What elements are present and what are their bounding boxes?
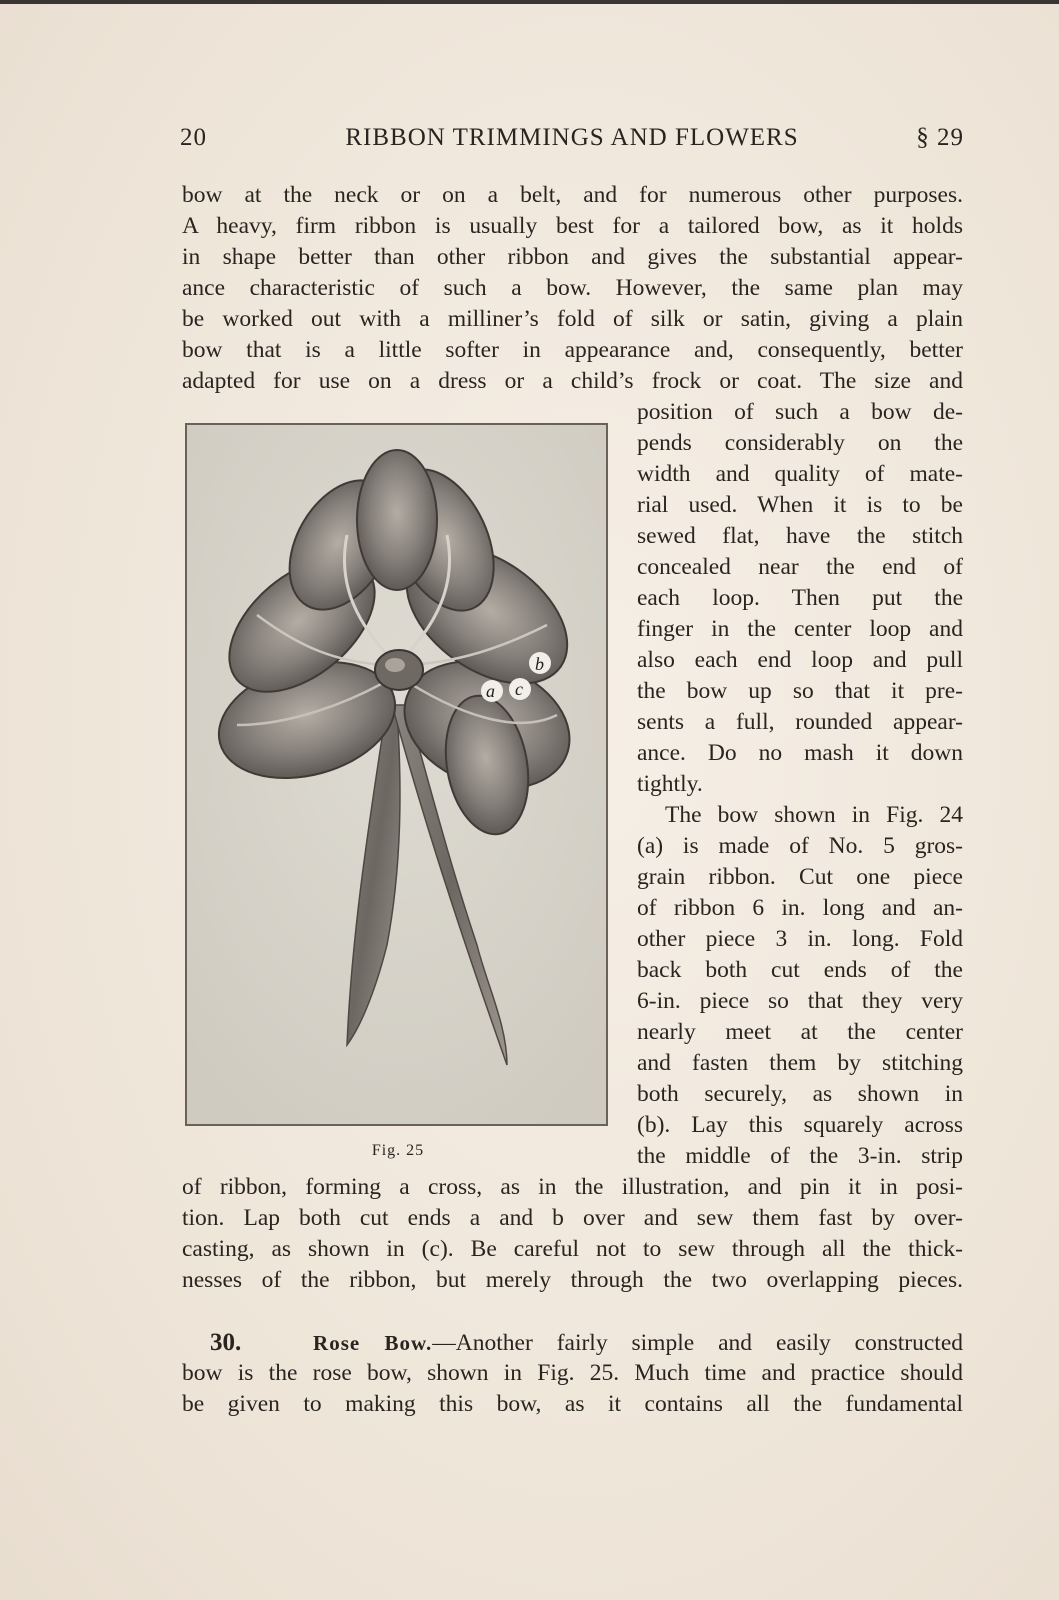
section-first-line-text: —Another fairly simple and easily constructed <box>432 1330 964 1356</box>
body-line: A heavy, firm ribbon is usually best for a tailored bow, as it holds <box>182 213 963 239</box>
column-line: 6-in. piece so that they very <box>637 988 963 1014</box>
column-line: nearly meet at the center <box>637 1019 963 1045</box>
column-line: back both cut ends of the <box>637 957 963 983</box>
rose-bow-illustration <box>185 423 608 1126</box>
column-line: other piece 3 in. long. Fold <box>637 926 963 952</box>
body-line: be worked out with a milliner’s fold of silk or satin, giving a plain <box>182 306 963 332</box>
column-line: sents a full, rounded appear- <box>637 709 963 735</box>
body-line: be given to making this bow, as it contains all the fundamental <box>182 1391 963 1417</box>
body-line: in shape better than other ribbon and gives the substantial appear- <box>182 244 963 270</box>
body-line: of ribbon, forming a cross, as in the illustration, and pin it in posi- <box>182 1174 963 1200</box>
running-header <box>180 124 964 158</box>
figure-label-a <box>481 680 503 702</box>
column-line: rial used. When it is to be <box>637 492 963 518</box>
running-title: RIBBON TRIMMINGS AND FLOWERS <box>345 124 799 151</box>
column-line: The bow shown in Fig. 24 <box>665 802 963 828</box>
column-line: position of such a bow de- <box>637 399 963 425</box>
column-line: also each end loop and pull <box>637 647 963 673</box>
section-30-first-line <box>210 1327 963 1358</box>
section-number: 30. <box>210 1329 242 1356</box>
body-line: casting, as shown in (c). Be careful not to sew through all the thick- <box>182 1236 963 1262</box>
svg-text:b: b <box>535 654 544 674</box>
column-line: the bow up so that it pre- <box>637 678 963 704</box>
column-line: (b). Lay this squarely across <box>637 1112 963 1138</box>
body-line: tion. Lap both cut ends a and b over and sew them fast by over- <box>182 1205 963 1231</box>
figure-label-c <box>509 678 531 700</box>
svg-text:a: a <box>486 681 495 701</box>
body-line: adapted for use on a dress or a child’s frock or coat. The size and <box>182 368 963 394</box>
svg-text:c: c <box>515 679 523 699</box>
column-line: sewed flat, have the stitch <box>637 523 963 549</box>
column-line: and fasten them by stitching <box>637 1050 963 1076</box>
column-line: finger in the center loop and <box>637 616 963 642</box>
column-line: grain ribbon. Cut one piece <box>637 864 963 890</box>
body-line: bow at the neck or on a belt, and for numerous other purposes. <box>182 182 963 208</box>
figure-label-b <box>529 652 551 674</box>
column-line: of ribbon 6 in. long and an- <box>637 895 963 921</box>
page-number: 20 <box>180 124 207 151</box>
section-mark: § 29 <box>916 124 964 151</box>
column-line: each loop. Then put the <box>637 585 963 611</box>
page-top-edge <box>0 0 1059 4</box>
rose-bow-drawing <box>187 425 606 1124</box>
body-line: nesses of the ribbon, but merely through the two overlapping pieces. <box>182 1267 963 1293</box>
column-line: tightly. <box>637 771 703 797</box>
figure-caption: Fig. 25 <box>371 1142 425 1159</box>
body-line: ance characteristic of such a bow. However, the same plan may <box>182 275 963 301</box>
column-line: ance. Do no mash it down <box>637 740 963 766</box>
column-line: concealed near the end of <box>637 554 963 580</box>
section-heading: Rose Bow. <box>313 1331 433 1355</box>
body-line: bow that is a little softer in appearance and, consequently, better <box>182 337 963 363</box>
body-line: bow is the rose bow, shown in Fig. 25. Much time and practice should <box>182 1360 963 1386</box>
column-line: (a) is made of No. 5 gros- <box>637 833 963 859</box>
column-line: width and quality of mate- <box>637 461 963 487</box>
column-line: both securely, as shown in <box>637 1081 963 1107</box>
column-line: pends considerably on the <box>637 430 963 456</box>
column-line: the middle of the 3-in. strip <box>637 1143 963 1169</box>
